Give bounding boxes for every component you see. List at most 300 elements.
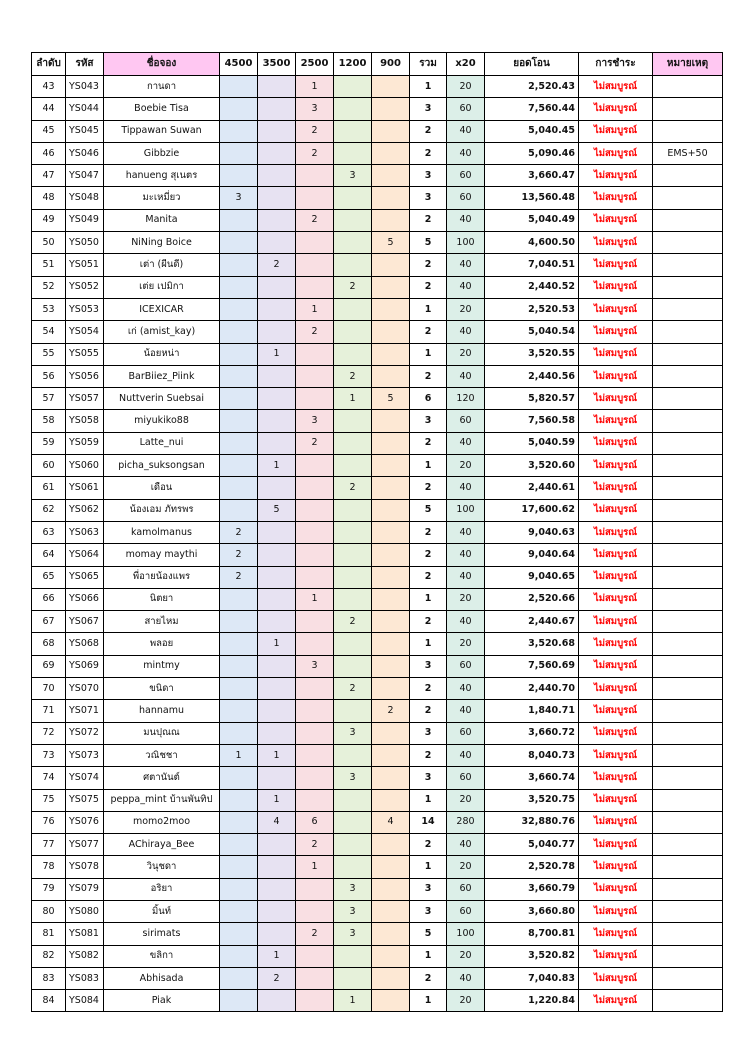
cell-name: ศตานันต์ [104,767,220,789]
cell-qty-4500: 2 [220,521,258,543]
cell-qty-3500: 2 [258,254,296,276]
cell-amount: 3,660.74 [485,767,579,789]
cell-qty-2500 [296,477,334,499]
cell-total: 2 [410,432,447,454]
cell-payment-status: ไม่สมบูรณ์ [579,142,653,164]
cell-seq: 84 [32,990,66,1012]
cell-seq: 46 [32,142,66,164]
cell-qty-1200 [334,856,372,878]
cell-qty-1200 [334,744,372,766]
cell-qty-900 [372,432,410,454]
cell-payment-status: ไม่สมบูรณ์ [579,499,653,521]
cell-note [653,744,723,766]
table-row [32,700,723,722]
cell-qty-2500: 1 [296,588,334,610]
cell-note [653,432,723,454]
cell-name: วินุชดา [104,856,220,878]
cell-qty-4500 [220,365,258,387]
cell-seq: 82 [32,945,66,967]
table-row [32,298,723,320]
cell-seq: 72 [32,722,66,744]
cell-qty-1200: 3 [334,722,372,744]
cell-seq: 52 [32,276,66,298]
table-row [32,967,723,989]
cell-payment-status: ไม่สมบูรณ์ [579,544,653,566]
cell-qty-3500 [258,611,296,633]
cell-qty-1200 [334,566,372,588]
table-row [32,856,723,878]
cell-amount: 9,040.65 [485,566,579,588]
cell-qty-1200 [334,432,372,454]
cell-name: Abhisada [104,967,220,989]
cell-qty-900 [372,722,410,744]
cell-qty-2500 [296,499,334,521]
cell-amount: 3,520.82 [485,945,579,967]
cell-qty-4500 [220,254,258,276]
cell-x20: 120 [447,388,485,410]
cell-qty-900 [372,187,410,209]
cell-qty-900 [372,566,410,588]
cell-total: 2 [410,566,447,588]
table-row [32,477,723,499]
cell-qty-1200 [334,544,372,566]
table-row [32,321,723,343]
cell-amount: 1,220.84 [485,990,579,1012]
table-row [32,142,723,164]
cell-note [653,722,723,744]
header-amount: ยอดโอน [485,53,579,76]
cell-seq: 81 [32,923,66,945]
cell-note [653,499,723,521]
cell-payment-status: ไม่สมบูรณ์ [579,165,653,187]
cell-qty-2500 [296,678,334,700]
cell-qty-1200 [334,945,372,967]
cell-qty-2500: 2 [296,321,334,343]
cell-x20: 20 [447,298,485,320]
cell-total: 2 [410,544,447,566]
cell-seq: 49 [32,209,66,231]
table-row [32,544,723,566]
cell-qty-2500: 1 [296,76,334,98]
cell-x20: 40 [447,321,485,343]
cell-x20: 60 [447,767,485,789]
cell-amount: 9,040.63 [485,521,579,543]
table-row [32,76,723,98]
cell-qty-4500 [220,98,258,120]
cell-qty-1200: 3 [334,923,372,945]
cell-qty-900 [372,321,410,343]
cell-qty-1200 [334,455,372,477]
cell-name: มิ้นท์ [104,900,220,922]
cell-x20: 40 [447,566,485,588]
header-code: รหัส [66,53,104,76]
cell-qty-1200: 2 [334,611,372,633]
cell-code: YS052 [66,276,104,298]
cell-qty-4500 [220,232,258,254]
cell-qty-1200 [334,588,372,610]
cell-code: YS049 [66,209,104,231]
cell-qty-3500 [258,432,296,454]
cell-total: 1 [410,298,447,320]
cell-amount: 4,600.50 [485,232,579,254]
header-q1200: 1200 [334,53,372,76]
cell-qty-900 [372,611,410,633]
cell-qty-1200 [334,811,372,833]
cell-qty-4500 [220,588,258,610]
cell-qty-3500 [258,142,296,164]
cell-total: 2 [410,477,447,499]
cell-seq: 43 [32,76,66,98]
table-row [32,722,723,744]
cell-note [653,678,723,700]
cell-x20: 100 [447,232,485,254]
cell-x20: 100 [447,923,485,945]
cell-x20: 40 [447,700,485,722]
cell-qty-2500 [296,789,334,811]
cell-qty-2500 [296,165,334,187]
cell-qty-4500 [220,945,258,967]
cell-qty-1200 [334,232,372,254]
cell-x20: 40 [447,967,485,989]
cell-total: 5 [410,232,447,254]
cell-qty-1200 [334,187,372,209]
cell-qty-900 [372,655,410,677]
cell-name: น้อยหน่า [104,343,220,365]
cell-payment-status: ไม่สมบูรณ์ [579,611,653,633]
header-q900: 900 [372,53,410,76]
cell-qty-4500 [220,499,258,521]
cell-total: 2 [410,744,447,766]
table-row [32,254,723,276]
cell-note [653,767,723,789]
cell-note [653,611,723,633]
cell-qty-1200: 2 [334,365,372,387]
cell-qty-900 [372,209,410,231]
cell-qty-900 [372,967,410,989]
cell-payment-status: ไม่สมบูรณ์ [579,98,653,120]
cell-qty-2500 [296,187,334,209]
cell-note [653,276,723,298]
cell-code: YS055 [66,343,104,365]
cell-amount: 17,600.62 [485,499,579,521]
cell-qty-3500 [258,678,296,700]
cell-note [653,856,723,878]
cell-qty-3500: 1 [258,789,296,811]
cell-qty-2500 [296,900,334,922]
table-row [32,455,723,477]
table-row [32,945,723,967]
table-row [32,878,723,900]
cell-code: YS046 [66,142,104,164]
cell-code: YS070 [66,678,104,700]
cell-amount: 2,440.70 [485,678,579,700]
cell-qty-4500 [220,343,258,365]
cell-seq: 62 [32,499,66,521]
cell-code: YS047 [66,165,104,187]
cell-name: AChiraya_Bee [104,834,220,856]
cell-seq: 67 [32,611,66,633]
cell-qty-3500 [258,410,296,432]
cell-payment-status: ไม่สมบูรณ์ [579,455,653,477]
cell-amount: 2,440.52 [485,276,579,298]
cell-qty-2500 [296,343,334,365]
cell-code: YS081 [66,923,104,945]
cell-qty-1200: 2 [334,678,372,700]
cell-note [653,321,723,343]
cell-note [653,388,723,410]
cell-code: YS078 [66,856,104,878]
cell-note [653,878,723,900]
cell-x20: 40 [447,521,485,543]
cell-qty-900: 4 [372,811,410,833]
cell-qty-2500 [296,967,334,989]
cell-name: อริยา [104,878,220,900]
cell-qty-900 [372,120,410,142]
cell-qty-900 [372,499,410,521]
cell-qty-3500 [258,76,296,98]
table-row [32,767,723,789]
cell-qty-1200 [334,343,372,365]
cell-note [653,990,723,1012]
cell-qty-2500 [296,276,334,298]
cell-payment-status: ไม่สมบูรณ์ [579,410,653,432]
cell-qty-900: 5 [372,388,410,410]
cell-note [653,165,723,187]
cell-qty-4500 [220,321,258,343]
cell-qty-900 [372,455,410,477]
cell-qty-1200 [334,834,372,856]
cell-note [653,811,723,833]
cell-qty-4500 [220,722,258,744]
cell-seq: 70 [32,678,66,700]
cell-x20: 40 [447,544,485,566]
cell-note [653,455,723,477]
cell-qty-3500 [258,165,296,187]
cell-note [653,967,723,989]
cell-total: 1 [410,789,447,811]
cell-qty-3500 [258,588,296,610]
cell-qty-4500 [220,633,258,655]
cell-amount: 7,560.44 [485,98,579,120]
cell-note [653,566,723,588]
table-row [32,432,723,454]
cell-qty-3500 [258,700,296,722]
cell-seq: 61 [32,477,66,499]
cell-x20: 60 [447,655,485,677]
header-name: ชื่อจอง [104,53,220,76]
cell-payment-status: ไม่สมบูรณ์ [579,923,653,945]
cell-total: 2 [410,700,447,722]
cell-amount: 2,520.78 [485,856,579,878]
cell-code: YS043 [66,76,104,98]
cell-seq: 53 [32,298,66,320]
cell-payment-status: ไม่สมบูรณ์ [579,678,653,700]
cell-name: peppa_mint บ้านพันทิป [104,789,220,811]
cell-name: picha_suksongsan [104,455,220,477]
cell-qty-1200 [334,76,372,98]
header-row [32,53,723,76]
cell-qty-1200 [334,98,372,120]
cell-qty-3500: 2 [258,967,296,989]
cell-x20: 40 [447,209,485,231]
cell-x20: 40 [447,834,485,856]
cell-qty-4500 [220,76,258,98]
cell-x20: 280 [447,811,485,833]
cell-total: 1 [410,633,447,655]
cell-total: 2 [410,321,447,343]
cell-code: YS068 [66,633,104,655]
cell-x20: 60 [447,187,485,209]
cell-qty-4500 [220,878,258,900]
cell-seq: 50 [32,232,66,254]
cell-qty-3500 [258,98,296,120]
cell-qty-1200: 3 [334,165,372,187]
cell-note [653,120,723,142]
cell-name: Latte_nui [104,432,220,454]
table-row [32,655,723,677]
cell-amount: 7,560.69 [485,655,579,677]
cell-amount: 3,660.79 [485,878,579,900]
cell-qty-3500 [258,544,296,566]
cell-qty-2500 [296,388,334,410]
cell-qty-1200 [334,521,372,543]
cell-x20: 40 [447,477,485,499]
cell-code: YS053 [66,298,104,320]
cell-payment-status: ไม่สมบูรณ์ [579,232,653,254]
cell-total: 2 [410,120,447,142]
cell-total: 2 [410,142,447,164]
cell-qty-3500 [258,209,296,231]
table-row [32,789,723,811]
table-row [32,187,723,209]
cell-note [653,655,723,677]
cell-x20: 20 [447,990,485,1012]
header-q3500: 3500 [258,53,296,76]
cell-qty-4500 [220,611,258,633]
cell-qty-3500 [258,321,296,343]
cell-seq: 58 [32,410,66,432]
cell-amount: 5,040.54 [485,321,579,343]
cell-qty-2500 [296,744,334,766]
cell-qty-3500 [258,298,296,320]
cell-qty-3500: 1 [258,343,296,365]
cell-qty-4500 [220,834,258,856]
cell-payment-status: ไม่สมบูรณ์ [579,655,653,677]
cell-name: ขนิดา [104,678,220,700]
cell-note [653,76,723,98]
cell-x20: 40 [447,254,485,276]
cell-name: พี่อายน้องแพร [104,566,220,588]
cell-code: YS076 [66,811,104,833]
cell-total: 2 [410,834,447,856]
cell-note [653,789,723,811]
cell-qty-4500: 2 [220,566,258,588]
cell-qty-2500: 2 [296,923,334,945]
cell-x20: 60 [447,878,485,900]
cell-qty-4500 [220,789,258,811]
cell-qty-4500 [220,678,258,700]
cell-name: Nuttverin Suebsai [104,388,220,410]
cell-payment-status: ไม่สมบูรณ์ [579,209,653,231]
cell-x20: 60 [447,410,485,432]
table-body [32,76,723,1012]
cell-seq: 83 [32,967,66,989]
orders-table [31,52,723,1012]
cell-code: YS054 [66,321,104,343]
cell-name: momay maythi [104,544,220,566]
cell-name: กานดา [104,76,220,98]
cell-code: YS061 [66,477,104,499]
cell-qty-1200 [334,789,372,811]
cell-note [653,923,723,945]
cell-qty-1200 [334,209,372,231]
cell-qty-1200: 2 [334,477,372,499]
cell-qty-1200 [334,700,372,722]
cell-payment-status: ไม่สมบูรณ์ [579,856,653,878]
cell-seq: 80 [32,900,66,922]
cell-qty-900 [372,856,410,878]
table-row [32,343,723,365]
cell-amount: 3,660.80 [485,900,579,922]
cell-total: 1 [410,343,447,365]
cell-code: YS065 [66,566,104,588]
cell-x20: 20 [447,856,485,878]
cell-total: 5 [410,499,447,521]
cell-qty-900 [372,990,410,1012]
cell-note: EMS+50 [653,142,723,164]
table-row [32,633,723,655]
cell-x20: 60 [447,98,485,120]
cell-payment-status: ไม่สมบูรณ์ [579,276,653,298]
cell-code: YS079 [66,878,104,900]
cell-note [653,544,723,566]
cell-code: YS051 [66,254,104,276]
cell-qty-2500: 1 [296,856,334,878]
cell-qty-2500: 3 [296,410,334,432]
cell-payment-status: ไม่สมบูรณ์ [579,388,653,410]
cell-qty-900 [372,900,410,922]
cell-seq: 76 [32,811,66,833]
cell-note [653,945,723,967]
cell-x20: 40 [447,365,485,387]
cell-qty-2500 [296,611,334,633]
cell-qty-3500 [258,276,296,298]
cell-seq: 44 [32,98,66,120]
cell-name: มะเหมี่ยว [104,187,220,209]
cell-qty-2500 [296,544,334,566]
header-note: หมายเหตุ [653,53,723,76]
cell-qty-2500 [296,722,334,744]
cell-x20: 40 [447,611,485,633]
cell-qty-2500: 6 [296,811,334,833]
cell-total: 3 [410,878,447,900]
cell-qty-900 [372,410,410,432]
cell-total: 3 [410,98,447,120]
cell-code: YS064 [66,544,104,566]
cell-qty-900 [372,945,410,967]
cell-qty-2500: 2 [296,209,334,231]
table-row [32,678,723,700]
cell-seq: 51 [32,254,66,276]
cell-name: momo2moo [104,811,220,833]
cell-name: sirimats [104,923,220,945]
cell-seq: 79 [32,878,66,900]
cell-qty-2500 [296,566,334,588]
cell-payment-status: ไม่สมบูรณ์ [579,789,653,811]
cell-payment-status: ไม่สมบูรณ์ [579,633,653,655]
cell-seq: 56 [32,365,66,387]
header-payment: การชำระ [579,53,653,76]
